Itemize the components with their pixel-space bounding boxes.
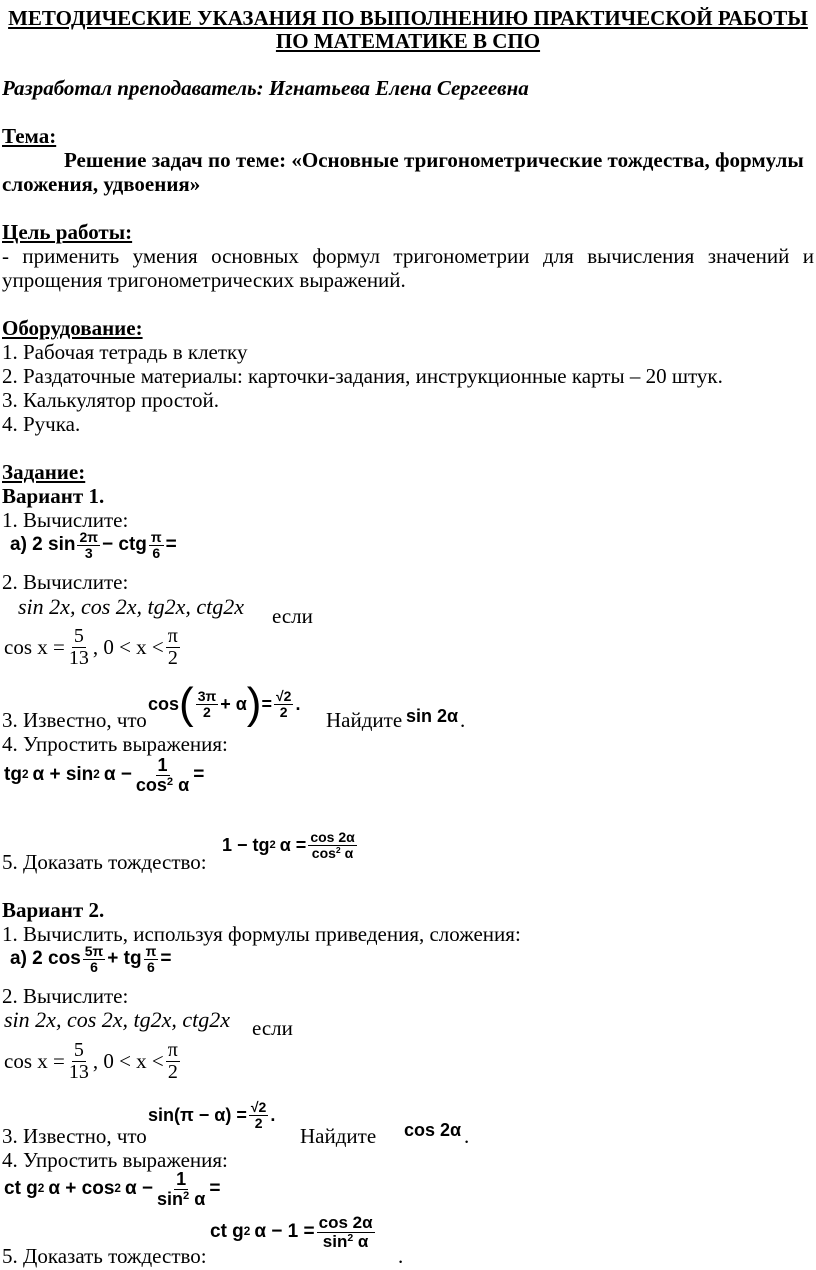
- v1-q1-formula-mid: − ctg: [102, 534, 147, 556]
- v1-q3-formula: [148, 679, 301, 728]
- v2-q3-formula: [148, 1100, 275, 1130]
- v2-q2-if: если: [252, 1016, 293, 1040]
- v2-q1-frac2-den: 6: [147, 958, 155, 975]
- v1-q2-condition: [4, 626, 182, 669]
- variant1-title: Вариант 1.: [2, 484, 105, 508]
- v1-q4-formula: tg 2 α + sin 2 α − $\frac{1}{\cos^2 \alpha}$ =: [4, 755, 205, 795]
- v2-q2-condition: [4, 1040, 182, 1083]
- v1-q2-if: если: [272, 604, 313, 628]
- v2-q3-target: cos 2α: [404, 1120, 462, 1140]
- goal-label: Цель работы:: [2, 220, 133, 244]
- v1-q5-frac-den: [310, 846, 355, 861]
- v1-q5-mid: α =: [279, 834, 307, 855]
- v1-q3-left-paren: (: [179, 679, 194, 728]
- v1-q2-cond-frac2-den: 2: [167, 647, 178, 669]
- v2-q5-period: .: [398, 1244, 404, 1268]
- v1-q4-text: 4. Упростить выражения:: [2, 732, 228, 756]
- v1-q1-fraction-2: [149, 530, 164, 560]
- v1-q4-den-cos: cos: [135, 774, 167, 795]
- v2-q1-text: 1. Вычислить, используя формулы приведения, сложения:: [2, 922, 521, 946]
- v2-q5-ctg: ct g: [210, 1221, 244, 1243]
- v2-q4-frac-num: 1: [176, 1169, 187, 1189]
- v2-q2-cond-frac1: [67, 1040, 91, 1083]
- v2-q5-formula: ct g 2 α − 1 = $\frac{\cos 2\alpha}{\sin^2 \alpha}$: [210, 1213, 373, 1251]
- variant2-title: Вариант 2.: [2, 898, 105, 922]
- v1-q3-rhs-frac: [274, 689, 293, 719]
- v2-q5-den-sin: sin: [322, 1231, 348, 1251]
- v2-q3-find: Найдите: [300, 1124, 377, 1148]
- v2-q4-formula: ct g 2 α + cos 2 α − $\frac{1}{\sin^2 \alpha}$ =: [4, 1169, 221, 1209]
- document-title-line1: МЕТОДИЧЕСКИЕ УКАЗАНИЯ ПО ВЫПОЛНЕНИЮ ПРАКТИЧЕСКОЙ РАБОТЫ: [8, 6, 808, 30]
- v2-q4-minus: α −: [124, 1178, 154, 1200]
- v1-q3-frac-num: 3π: [197, 687, 217, 704]
- v1-q3-cos: cos: [148, 693, 180, 714]
- v1-q3-right-paren: ): [246, 679, 262, 728]
- v1-q1-frac1-num: 2π: [79, 529, 98, 545]
- v2-q4-ctg: ct g: [4, 1178, 38, 1200]
- v2-q1-fraction-2: [144, 944, 159, 974]
- v2-q4-den-alpha: α: [194, 1188, 206, 1209]
- v1-q3-frac: [196, 689, 219, 719]
- v2-q5-frac: [317, 1214, 375, 1251]
- equipment-item-1: 1. Рабочая тетрадь в клетку: [2, 340, 248, 364]
- v1-q2-cond-frac1: [67, 626, 91, 669]
- v1-q4-den-sup: 2: [166, 775, 174, 788]
- v2-q2-cond-frac2: [166, 1040, 180, 1083]
- v1-q3-find: Найдите: [326, 708, 403, 732]
- v2-q2-functions: sin 2x, cos 2x, tg2x, ctg2x: [4, 1007, 231, 1032]
- v2-q3-period: .: [464, 1124, 470, 1148]
- v1-q2-cond-frac1-num: 5: [73, 625, 84, 647]
- v2-q1-formula-mid: + tg: [107, 948, 142, 970]
- v1-q3-equals: =: [261, 693, 272, 714]
- v1-q2-text: 2. Вычислите:: [2, 570, 129, 594]
- v2-q5-frac-den: [321, 1233, 371, 1251]
- author-line: Разработал преподаватель: Игнатьева Елена Сергеевна: [2, 76, 529, 100]
- document-title-line2: ПО МАТЕМАТИКЕ В СПО: [275, 29, 541, 53]
- v1-q2-functions: sin 2x, cos 2x, tg2x, ctg2x: [18, 594, 245, 619]
- v2-q2-cond-frac2-num: π: [167, 1039, 178, 1061]
- v1-q1-text: 1. Вычислите:: [2, 508, 129, 532]
- v1-q4-frac: [134, 756, 191, 795]
- v2-q3-rhs-frac: [249, 1100, 268, 1130]
- v1-q4-frac-den: [134, 776, 191, 795]
- v1-q3-rhs-den: 2: [279, 703, 288, 720]
- equipment-item-2: 2. Раздаточные материалы: карточки-задания, инструкционные карты – 20 штук.: [2, 364, 723, 388]
- v2-q1-frac1-num: 5π: [84, 943, 104, 959]
- v1-q4-end: =: [193, 764, 205, 786]
- v1-q5-den-sup: 2: [335, 844, 341, 855]
- v1-q1-formula-prefix: а) 2 sin: [10, 534, 76, 556]
- v2-q3-text: 3. Известно, что: [2, 1124, 147, 1148]
- v1-q4-den-alpha: α: [178, 774, 190, 795]
- v2-q3-dot: .: [270, 1104, 276, 1125]
- goal-line1: - применить умения основных формул тригонометрии для вычисления значений и: [2, 244, 814, 268]
- v2-q4-frac: [155, 1170, 207, 1209]
- v1-q3-target: sin 2α: [406, 706, 459, 726]
- v1-q5-frac-num: cos 2α: [310, 829, 355, 845]
- equipment-label: Оборудование:: [2, 316, 143, 340]
- v2-q2-cond-frac2-den: 2: [167, 1061, 178, 1083]
- equipment-item-3: 3. Калькулятор простой.: [2, 388, 220, 412]
- v1-q4-frac-num: 1: [157, 755, 168, 775]
- v1-q4-tg: tg: [4, 764, 22, 786]
- topic-line1: Решение задач по теме: «Основные тригонометрические тождества, формулы: [64, 148, 804, 172]
- v2-q5-text: 5. Доказать тождество:: [2, 1244, 207, 1268]
- v1-q3-text: 3. Известно, что: [2, 708, 147, 732]
- v1-q2-cond-mid: , 0 < x <: [92, 635, 164, 659]
- v2-q5-den-alpha: α: [357, 1231, 369, 1251]
- v2-q2-cond-frac1-num: 5: [73, 1039, 84, 1061]
- goal-line2: упрощения тригонометрических выражений.: [2, 268, 406, 292]
- v2-q4-den-sup: 2: [183, 1189, 190, 1202]
- v1-q1-frac1-den: 3: [84, 544, 93, 561]
- v2-q2-text: 2. Вычислите:: [2, 984, 129, 1008]
- v1-q4-minus: α −: [103, 764, 132, 786]
- v2-q1-fraction-1: [83, 944, 106, 974]
- v1-q4-mid: α + sin: [32, 764, 94, 786]
- v2-q2-cond-prefix: cos x =: [4, 1049, 65, 1073]
- v2-q4-mid: α + cos: [48, 1178, 115, 1200]
- v1-q5-frac: [308, 830, 356, 860]
- v2-q1-formula-end: =: [160, 948, 172, 970]
- v1-q3-frac-den: 2: [203, 703, 211, 720]
- v1-q1-fraction-1: [77, 530, 100, 560]
- v1-q1-frac2-num: π: [150, 529, 162, 545]
- topic-label: Тема:: [2, 124, 57, 148]
- v1-q1-formula-end: =: [165, 534, 177, 556]
- v2-q2-cond-mid: , 0 < x <: [92, 1049, 164, 1073]
- v1-q1-frac2-den: 6: [152, 544, 161, 561]
- v1-q2-cond-frac2: [166, 626, 180, 669]
- v1-q3-rhs-num: √2: [275, 687, 292, 704]
- v2-q1-formula-prefix: а) 2 cos: [10, 948, 81, 970]
- v1-q5-den-alpha: α: [344, 844, 354, 861]
- v1-q5-formula: 1 − tg 2 α = $\frac{\cos 2\alpha}{\cos^2 \alpha}$: [222, 829, 355, 861]
- v1-q5-text: 5. Доказать тождество:: [2, 850, 207, 874]
- v1-q2-cond-frac1-den: 13: [68, 647, 89, 669]
- topic-line2: сложения, удвоения»: [2, 172, 201, 196]
- v2-q1-frac1-den: 6: [90, 958, 98, 975]
- v2-q2-cond-frac1-den: 13: [68, 1061, 89, 1083]
- v2-q4-end: =: [209, 1178, 221, 1200]
- v1-q3-period: .: [460, 708, 466, 732]
- v1-q1-formula: [10, 530, 177, 560]
- v2-q4-den-sin: sin: [157, 1188, 184, 1209]
- v2-q5-mid: α − 1 =: [254, 1221, 315, 1243]
- v2-q3-rhs-den: 2: [254, 1114, 263, 1131]
- v2-q4-text: 4. Упростить выражения:: [2, 1148, 228, 1172]
- v2-q3-rhs-num: √2: [250, 1099, 267, 1115]
- v1-q5-lhs: 1 − tg: [222, 834, 270, 855]
- v2-q3-lhs: sin(π − α) =: [148, 1104, 247, 1125]
- task-label: Задание:: [2, 460, 86, 484]
- v2-q1-formula: [10, 944, 171, 974]
- v2-q1-frac2-num: π: [145, 943, 157, 959]
- v1-q2-cond-frac2-num: π: [167, 625, 178, 647]
- v1-q5-den-cos: cos: [311, 844, 336, 861]
- equipment-item-4: 4. Ручка.: [2, 412, 81, 436]
- v1-q2-cond-prefix: cos x =: [4, 635, 65, 659]
- v1-q3-plus-alpha: + α: [220, 693, 247, 714]
- v2-q5-frac-num: cos 2α: [318, 1213, 373, 1232]
- v2-q4-frac-den: [155, 1190, 207, 1209]
- v1-q3-dot: .: [295, 693, 301, 714]
- v2-q5-den-sup: 2: [347, 1232, 354, 1245]
